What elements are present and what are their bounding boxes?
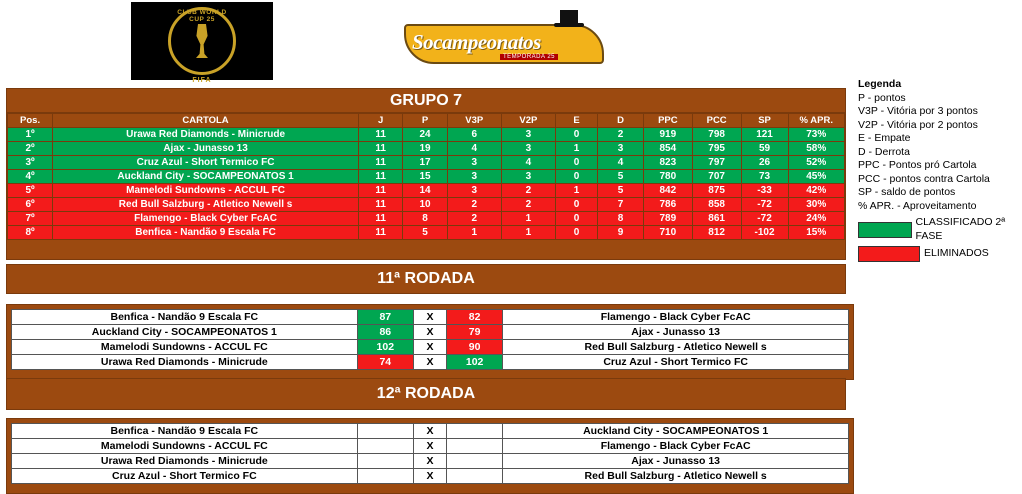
cell-ppc: 789 <box>643 212 692 226</box>
match-home-team: Urawa Red Diamonds - Minicrude <box>12 454 358 469</box>
cell-v3p: 2 <box>447 198 501 212</box>
cell-e: 0 <box>555 198 597 212</box>
cell-sp: -72 <box>741 212 788 226</box>
cell-d: 2 <box>598 128 644 142</box>
cell-d: 5 <box>598 184 644 198</box>
match-versus-label: X <box>414 340 447 355</box>
fifa-ring-icon <box>168 7 236 84</box>
match-home-team: Auckland City - SOCAMPEONATOS 1 <box>12 325 358 340</box>
cell-d: 4 <box>598 156 644 170</box>
cell-e: 0 <box>555 156 597 170</box>
legend-line-apr: % APR. - Aproveitamento <box>858 199 977 212</box>
cell-p: 19 <box>403 142 447 156</box>
socampeonatos-logo-subtitle: TEMPORADA 25 <box>500 54 558 60</box>
legend-classified-swatch <box>858 222 912 238</box>
match-versus-label: X <box>414 355 447 370</box>
cell-v2p: 3 <box>501 128 555 142</box>
round-11-matches-panel <box>6 304 854 380</box>
cell-v2p: 3 <box>501 170 555 184</box>
table-row <box>8 212 845 226</box>
round-12-matches-table <box>11 423 849 484</box>
cell-pcc: 795 <box>692 142 741 156</box>
cell-sp: -102 <box>741 226 788 240</box>
cell-pos: 8º <box>8 226 53 240</box>
match-away-team: Red Bull Salzburg - Atletico Newell s <box>503 469 849 484</box>
match-away-score: 102 <box>446 355 502 370</box>
match-versus-label: X <box>414 454 447 469</box>
cell-pcc: 812 <box>692 226 741 240</box>
match-home-score <box>357 439 413 454</box>
cell-cartola: Urawa Red Diamonds - Minicrude <box>53 128 359 142</box>
column-header-apr: % APR. <box>788 114 844 128</box>
legend-line-sp: SP - saldo de pontos <box>858 186 956 198</box>
cell-cartola: Ajax - Junasso 13 <box>53 142 359 156</box>
cell-pcc: 875 <box>692 184 741 198</box>
match-home-score: 86 <box>357 325 413 340</box>
legend-line-v3p: V3P - Vitória por 3 pontos <box>858 105 978 117</box>
cell-pcc: 858 <box>692 198 741 212</box>
group-title: GRUPO 7 <box>389 92 462 109</box>
legend-line-p: P - pontos <box>858 91 906 104</box>
cell-apr: 73% <box>788 128 844 142</box>
match-home-score <box>357 454 413 469</box>
cell-d: 5 <box>598 170 644 184</box>
match-home-team: Cruz Azul - Short Termico FC <box>12 469 358 484</box>
table-row <box>8 156 845 170</box>
table-row <box>8 170 845 184</box>
cell-apr: 24% <box>788 212 844 226</box>
legend-eliminated-label: ELIMINADOS <box>924 247 989 260</box>
cell-v3p: 4 <box>447 142 501 156</box>
round-12-title: 12ª RODADA <box>376 385 476 402</box>
match-away-team: Red Bull Salzburg - Atletico Newell s <box>503 340 849 355</box>
group-title-bar <box>6 88 846 114</box>
column-header-pos: Pos. <box>8 114 53 128</box>
column-header-v2p: V2P <box>501 114 555 128</box>
table-row <box>8 142 845 156</box>
match-home-score: 87 <box>357 310 413 325</box>
cell-e: 1 <box>555 142 597 156</box>
trophy-icon <box>192 24 212 58</box>
legend-line-v2p: V2P - Vitória por 2 pontos <box>858 118 978 131</box>
match-away-team: Auckland City - SOCAMPEONATOS 1 <box>503 424 849 439</box>
cell-p: 10 <box>403 198 447 212</box>
cell-v3p: 6 <box>447 128 501 142</box>
cell-apr: 42% <box>788 184 844 198</box>
cell-j: 11 <box>358 170 402 184</box>
cell-p: 5 <box>403 226 447 240</box>
match-row <box>12 454 849 469</box>
cell-p: 24 <box>403 128 447 142</box>
match-row <box>12 439 849 454</box>
column-header-ppc: PPC <box>643 114 692 128</box>
cell-p: 14 <box>403 184 447 198</box>
match-versus-label: X <box>414 325 447 340</box>
cell-apr: 15% <box>788 226 844 240</box>
cell-ppc: 919 <box>643 128 692 142</box>
legend-line-pcc: PCC - pontos contra Cartola <box>858 172 990 185</box>
table-row <box>8 128 845 142</box>
column-header-j: J <box>358 114 402 128</box>
cell-apr: 45% <box>788 170 844 184</box>
match-home-score <box>357 469 413 484</box>
cell-ppc: 823 <box>643 156 692 170</box>
cell-j: 11 <box>358 212 402 226</box>
cell-sp: -72 <box>741 198 788 212</box>
cell-sp: 121 <box>741 128 788 142</box>
match-away-score: 90 <box>446 340 502 355</box>
legend-classified-row <box>858 216 1018 243</box>
cell-v2p: 2 <box>501 198 555 212</box>
cell-apr: 30% <box>788 198 844 212</box>
cell-e: 1 <box>555 184 597 198</box>
match-versus-label: X <box>414 310 447 325</box>
match-home-score: 102 <box>357 340 413 355</box>
cell-pos: 5º <box>8 184 53 198</box>
round-12-title-bar <box>6 378 846 410</box>
match-row <box>12 469 849 484</box>
match-away-team: Ajax - Junasso 13 <box>503 325 849 340</box>
cell-pcc: 798 <box>692 128 741 142</box>
column-header-pcc: PCC <box>692 114 741 128</box>
legend-classified-label: CLASSIFICADO 2ª FASE <box>915 216 1006 242</box>
cell-ppc: 780 <box>643 170 692 184</box>
fifa-club-world-cup-logo <box>131 2 273 84</box>
cell-j: 11 <box>358 198 402 212</box>
cell-pos: 4º <box>8 170 53 184</box>
cell-d: 7 <box>598 198 644 212</box>
cell-p: 17 <box>403 156 447 170</box>
match-home-team: Benfica - Nandão 9 Escala FC <box>12 310 358 325</box>
legend-line-e: E - Empate <box>858 132 911 144</box>
column-header-v3p: V3P <box>447 114 501 128</box>
match-away-score <box>446 424 502 439</box>
cell-pcc: 707 <box>692 170 741 184</box>
standings-panel <box>6 112 846 260</box>
cell-apr: 52% <box>788 156 844 170</box>
cell-pcc: 861 <box>692 212 741 226</box>
match-home-team: Urawa Red Diamonds - Minicrude <box>12 355 358 370</box>
match-away-score <box>446 439 502 454</box>
hat-brim <box>554 23 584 27</box>
column-header-sp: SP <box>741 114 788 128</box>
table-row <box>8 226 845 240</box>
fifa-logo-bottom-text: FIFA <box>192 77 212 84</box>
cell-j: 11 <box>358 156 402 170</box>
match-home-score <box>357 424 413 439</box>
cell-j: 11 <box>358 184 402 198</box>
legend-line-d: D - Derrota <box>858 145 910 158</box>
cell-pos: 6º <box>8 198 53 212</box>
standings-body <box>8 128 845 240</box>
legend-eliminated-swatch <box>858 246 920 262</box>
match-row <box>12 355 849 370</box>
cell-sp: 59 <box>741 142 788 156</box>
match-away-score <box>446 469 502 484</box>
table-row <box>8 198 845 212</box>
cell-sp: 73 <box>741 170 788 184</box>
cell-v3p: 3 <box>447 156 501 170</box>
cell-e: 0 <box>555 226 597 240</box>
round-11-title-bar <box>6 264 846 294</box>
cell-v2p: 3 <box>501 142 555 156</box>
cell-j: 11 <box>358 226 402 240</box>
cell-d: 8 <box>598 212 644 226</box>
cell-d: 3 <box>598 142 644 156</box>
socampeonatos-logo <box>404 10 604 72</box>
legend <box>858 78 1018 262</box>
round-11-matches-table <box>11 309 849 370</box>
hat-crown <box>560 10 578 23</box>
match-versus-label: X <box>414 424 447 439</box>
cell-e: 0 <box>555 128 597 142</box>
cell-cartola: Auckland City - SOCAMPEONATOS 1 <box>53 170 359 184</box>
cell-cartola: Benfica - Nandão 9 Escala FC <box>53 226 359 240</box>
cell-v3p: 3 <box>447 170 501 184</box>
cell-sp: 26 <box>741 156 788 170</box>
match-away-team: Flamengo - Black Cyber FcAC <box>503 439 849 454</box>
cell-ppc: 786 <box>643 198 692 212</box>
cell-ppc: 854 <box>643 142 692 156</box>
top-hat-icon <box>554 10 584 30</box>
column-header-d: D <box>598 114 644 128</box>
cell-cartola: Mamelodi Sundowns - ACCUL FC <box>53 184 359 198</box>
match-home-score: 74 <box>357 355 413 370</box>
cell-apr: 58% <box>788 142 844 156</box>
cell-cartola: Red Bull Salzburg - Atletico Newell s <box>53 198 359 212</box>
cell-pos: 7º <box>8 212 53 226</box>
cell-cartola: Flamengo - Black Cyber FcAC <box>53 212 359 226</box>
cell-j: 11 <box>358 142 402 156</box>
match-row <box>12 340 849 355</box>
socampeonatos-logo-text: Socampeonatos <box>412 30 541 54</box>
cell-ppc: 710 <box>643 226 692 240</box>
round-12-matches-panel <box>6 418 854 494</box>
cell-v3p: 1 <box>447 226 501 240</box>
cell-pos: 3º <box>8 156 53 170</box>
table-row <box>8 184 845 198</box>
match-home-team: Mamelodi Sundowns - ACCUL FC <box>12 439 358 454</box>
match-away-team: Flamengo - Black Cyber FcAC <box>503 310 849 325</box>
legend-eliminated-row <box>858 246 1018 262</box>
cell-e: 0 <box>555 212 597 226</box>
cell-p: 8 <box>403 212 447 226</box>
match-row <box>12 424 849 439</box>
column-header-e: E <box>555 114 597 128</box>
cell-v2p: 1 <box>501 226 555 240</box>
cell-v2p: 1 <box>501 212 555 226</box>
match-away-score <box>446 454 502 469</box>
cell-pos: 2º <box>8 142 53 156</box>
match-home-team: Mamelodi Sundowns - ACCUL FC <box>12 340 358 355</box>
cell-pcc: 797 <box>692 156 741 170</box>
cell-ppc: 842 <box>643 184 692 198</box>
legend-line-ppc: PPC - Pontos pró Cartola <box>858 159 977 171</box>
cell-cartola: Cruz Azul - Short Termico FC <box>53 156 359 170</box>
cell-e: 0 <box>555 170 597 184</box>
match-away-score: 82 <box>446 310 502 325</box>
match-home-team: Benfica - Nandão 9 Escala FC <box>12 424 358 439</box>
match-away-team: Cruz Azul - Short Termico FC <box>503 355 849 370</box>
column-header-cartola: CARTOLA <box>53 114 359 128</box>
match-versus-label: X <box>414 469 447 484</box>
match-row <box>12 310 849 325</box>
cell-p: 15 <box>403 170 447 184</box>
legend-title: Legenda <box>858 78 902 90</box>
match-versus-label: X <box>414 439 447 454</box>
cell-v3p: 3 <box>447 184 501 198</box>
standings-header-row <box>8 114 845 128</box>
match-away-score: 79 <box>446 325 502 340</box>
cell-v3p: 2 <box>447 212 501 226</box>
column-header-p: P <box>403 114 447 128</box>
standings-table <box>7 113 845 240</box>
cell-v2p: 4 <box>501 156 555 170</box>
match-row <box>12 325 849 340</box>
cell-pos: 1º <box>8 128 53 142</box>
cell-v2p: 2 <box>501 184 555 198</box>
cell-j: 11 <box>358 128 402 142</box>
fifa-logo-top-text: CLUB WORLD CUP 25 <box>177 9 227 23</box>
cell-d: 9 <box>598 226 644 240</box>
cell-sp: -33 <box>741 184 788 198</box>
round-11-title: 11ª RODADA <box>377 270 475 287</box>
match-away-team: Ajax - Junasso 13 <box>503 454 849 469</box>
